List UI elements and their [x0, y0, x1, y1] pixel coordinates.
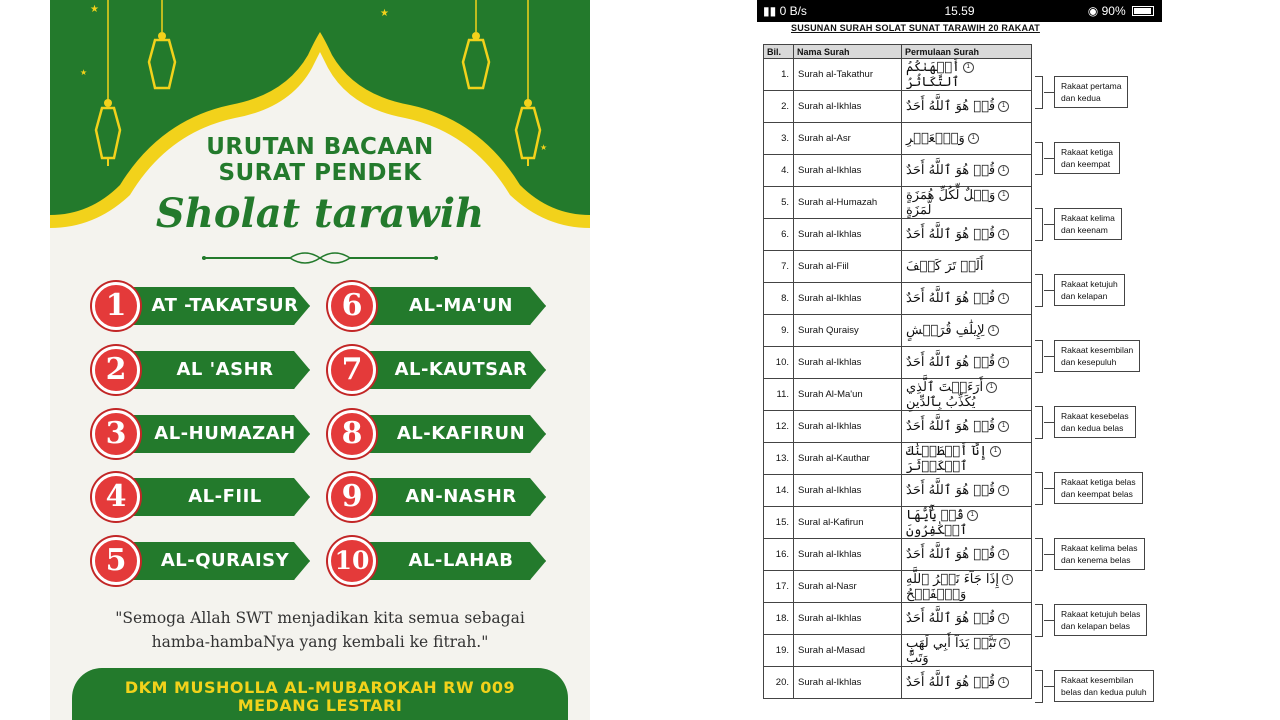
item-number: 3: [92, 410, 140, 458]
svg-text:★: ★: [380, 8, 389, 19]
rakaat-line2: dan kedua: [1061, 93, 1101, 103]
ayah-marker: 1: [990, 446, 1001, 457]
ayah-marker: 1: [998, 485, 1009, 496]
surah-opening: [902, 635, 1032, 667]
ayah-marker: 1: [998, 190, 1009, 201]
arabic-text: أَرَءَيۡتَ ٱلَّذِي يُكَذِّبُ بِٱلدِّينِ: [906, 379, 984, 410]
item-label: AL-MA'UN: [409, 295, 513, 316]
rakaat-line1: Rakaat ketujuh: [1061, 279, 1118, 289]
poster-script-title: Sholat tarawih: [155, 190, 485, 237]
row-number: 9.: [764, 315, 794, 347]
rakaat-label: [1054, 538, 1145, 570]
surah-name: Surah al-Ikhlas: [794, 539, 902, 571]
row-number: 12.: [764, 411, 794, 443]
ayah-marker: 1: [998, 229, 1009, 240]
ayah-marker: 1: [986, 382, 997, 393]
ornament-divider: [200, 248, 440, 268]
rakaat-label: [1054, 274, 1125, 306]
table-row: [764, 539, 1032, 571]
ayah-marker: 1: [968, 133, 979, 144]
row-number: 17.: [764, 571, 794, 603]
row-number: 10.: [764, 347, 794, 379]
surah-name: Surah al-Asr: [794, 123, 902, 155]
header-start: Permulaan Surah: [902, 45, 1032, 59]
rakaat-bracket: [1035, 538, 1043, 571]
surah-name: Surah al-Ikhlas: [794, 283, 902, 315]
surah-opening: [902, 603, 1032, 635]
rakaat-line2: dan keempat belas: [1061, 489, 1133, 499]
battery-status: ◉ 90%: [1088, 4, 1154, 18]
quote-line1: "Semoga Allah SWT menjadikan kita semua sebagai: [115, 609, 525, 627]
surah-name: Surah al-Ikhlas: [794, 603, 902, 635]
row-number: 20.: [764, 667, 794, 699]
table-row: [764, 379, 1032, 411]
table-row: [764, 507, 1032, 539]
arabic-text: لِإِيلَٰفِ قُرَيۡشٍ: [906, 323, 985, 338]
surah-name: Surah al-Masad: [794, 635, 902, 667]
surah-name: Surah Quraisy: [794, 315, 902, 347]
table-row: [764, 571, 1032, 603]
item-label: AL-FIIL: [188, 486, 262, 507]
arabic-text: قُلۡ يَٰٓأَيُّهَا ٱلۡكَٰفِرُونَ: [906, 507, 968, 538]
rakaat-bracket: [1035, 406, 1043, 439]
rakaat-label: [1054, 670, 1154, 702]
item-number: 5: [92, 537, 140, 585]
row-number: 19.: [764, 635, 794, 667]
status-bar: [757, 0, 1162, 22]
rakaat-bracket: [1035, 76, 1043, 109]
item-number: 8: [328, 410, 376, 458]
surah-opening: [902, 379, 1032, 411]
rakaat-connector: [1044, 92, 1054, 93]
arabic-text: إِنَّآ أَعۡطَيۡنَٰكَ ٱلۡكَوۡثَرَ: [906, 443, 988, 474]
surah-opening: [902, 507, 1032, 539]
table-row: [764, 635, 1032, 667]
surah-opening: [902, 443, 1032, 475]
surah-opening: [902, 667, 1032, 699]
surah-name: Surah Al-Ma'un: [794, 379, 902, 411]
item-number: 7: [328, 346, 376, 394]
row-number: 1.: [764, 59, 794, 91]
item-number: 6: [328, 282, 376, 330]
surah-name: Surah al-Ikhlas: [794, 91, 902, 123]
rakaat-line2: belas dan kedua puluh: [1061, 687, 1147, 697]
rakaat-line2: dan kedua belas: [1061, 423, 1124, 433]
rakaat-line2: dan keenam: [1061, 225, 1108, 235]
surah-opening: [902, 475, 1032, 507]
row-number: 7.: [764, 251, 794, 283]
item-number: 10: [328, 537, 376, 585]
svg-text:★: ★: [80, 68, 88, 77]
lantern-icon: [142, 0, 182, 100]
surah-name: Surah al-Ikhlas: [794, 667, 902, 699]
rakaat-line2: dan kesepuluh: [1061, 357, 1117, 367]
list-item: [92, 537, 317, 581]
row-number: 15.: [764, 507, 794, 539]
surah-name: Surah al-Fiil: [794, 251, 902, 283]
rakaat-line1: Rakaat kelima: [1061, 213, 1115, 223]
rakaat-connector: [1044, 554, 1054, 555]
table-row: [764, 315, 1032, 347]
phone-screenshot: [757, 0, 1162, 720]
row-number: 2.: [764, 91, 794, 123]
row-number: 8.: [764, 283, 794, 315]
surah-opening: [902, 91, 1032, 123]
arabic-text: قُلۡ هُوَ ٱللَّهُ أَحَدٌ: [906, 355, 996, 370]
rakaat-line1: Rakaat ketiga: [1061, 147, 1113, 157]
rakaat-label: [1054, 142, 1120, 174]
battery-icon: [1132, 6, 1154, 16]
item-number: 4: [92, 473, 140, 521]
surah-table: [763, 44, 1032, 699]
surah-name: Surah al-Ikhlas: [794, 155, 902, 187]
list-item: [328, 537, 553, 581]
list-item: [328, 410, 553, 454]
row-number: 13.: [764, 443, 794, 475]
rakaat-line1: Rakaat kelima belas: [1061, 543, 1138, 553]
arabic-text: قُلۡ هُوَ ٱللَّهُ أَحَدٌ: [906, 547, 996, 562]
ayah-marker: 1: [1002, 574, 1013, 585]
poster-title-line1: URUTAN BACAAN: [206, 134, 434, 160]
list-item: [92, 410, 317, 454]
surah-name: Surah al-Ikhlas: [794, 347, 902, 379]
surah-name: Surah al-Ikhlas: [794, 219, 902, 251]
item-label: AL-QURAISY: [160, 550, 290, 571]
rakaat-connector: [1044, 422, 1054, 423]
table-row: [764, 443, 1032, 475]
list-item: [328, 346, 553, 390]
surah-opening: [902, 539, 1032, 571]
rakaat-line2: dan kelapan belas: [1061, 621, 1131, 631]
status-time: 15.59: [944, 4, 975, 18]
poster-quote: [50, 606, 590, 654]
list-item: [92, 473, 317, 517]
tarawih-poster: [50, 0, 590, 720]
rakaat-label: [1054, 340, 1140, 372]
header-name: Nama Surah: [794, 45, 902, 59]
rakaat-connector: [1044, 356, 1054, 357]
rakaat-line1: Rakaat ketujuh belas: [1061, 609, 1141, 619]
wifi-icon: ◉: [1087, 4, 1099, 18]
arabic-text: أَلۡهَىٰكُمُ ٱلتَّكَاثُرُ: [906, 59, 960, 90]
rakaat-line1: Rakaat ketiga belas: [1061, 477, 1136, 487]
rakaat-bracket: [1035, 670, 1043, 703]
table-row: [764, 59, 1032, 91]
rakaat-line2: dan kelapan: [1061, 291, 1108, 301]
rakaat-bracket: [1035, 472, 1043, 505]
arabic-text: وَٱلۡعَصۡرِ: [906, 131, 965, 146]
ayah-marker: 1: [967, 510, 978, 521]
item-label: AL 'ASHR: [176, 359, 274, 380]
svg-text:★: ★: [540, 143, 548, 152]
surah-opening: [902, 571, 1032, 603]
ayah-marker: 1: [963, 62, 974, 73]
row-number: 6.: [764, 219, 794, 251]
ayah-marker: 1: [998, 357, 1009, 368]
table-row: [764, 667, 1032, 699]
footer-line1: DKM MUSHOLLA AL-MUBAROKAH RW 009: [124, 678, 516, 697]
arabic-text: قُلۡ هُوَ ٱللَّهُ أَحَدٌ: [906, 291, 996, 306]
arabic-text: قُلۡ هُوَ ٱللَّهُ أَحَدٌ: [906, 675, 996, 690]
rakaat-label: [1054, 406, 1136, 438]
svg-text:★: ★: [165, 133, 173, 142]
surah-opening: [902, 123, 1032, 155]
rakaat-bracket: [1035, 340, 1043, 373]
rakaat-connector: [1044, 686, 1054, 687]
ayah-marker: 1: [988, 325, 999, 336]
table-row: [764, 411, 1032, 443]
ayah-marker: 1: [998, 677, 1009, 688]
table-row: [764, 155, 1032, 187]
surah-opening: [902, 411, 1032, 443]
item-label: AL-KAUTSAR: [394, 359, 528, 380]
arabic-text: قُلۡ هُوَ ٱللَّهُ أَحَدٌ: [906, 163, 996, 178]
rakaat-line2: dan keempat: [1061, 159, 1111, 169]
item-number: 9: [328, 473, 376, 521]
ayah-marker: 1: [998, 549, 1009, 560]
footer-line2: MEDANG LESTARI: [237, 696, 403, 715]
table-row: [764, 283, 1032, 315]
item-label: AL-LAHAB: [408, 550, 514, 571]
surah-opening: [902, 187, 1032, 219]
arabic-text: وَيۡلٌ لِّكُلِّ هُمَزَةٍ لُّمَزَةٍ: [906, 187, 996, 218]
arabic-text: أَلَمۡ تَرَ كَيۡفَ: [906, 259, 984, 274]
surah-opening: [902, 251, 1032, 283]
rakaat-bracket: [1035, 604, 1043, 637]
arabic-text: إِذَا جَآءَ نَصۡرُ ٱللَّهِ وَٱلۡفَتۡحُ: [906, 571, 999, 602]
table-row: [764, 475, 1032, 507]
document-title: SUSUNAN SURAH SOLAT SUNAT TARAWIH 20 RAKAAT: [791, 23, 1040, 33]
list-item: [328, 473, 553, 517]
rakaat-line1: Rakaat kesembilan: [1061, 345, 1134, 355]
list-item: [92, 346, 317, 390]
rakaat-line1: Rakaat pertama: [1061, 81, 1122, 91]
rakaat-connector: [1044, 488, 1054, 489]
ayah-marker: 1: [998, 293, 1009, 304]
table-row: [764, 91, 1032, 123]
row-number: 16.: [764, 539, 794, 571]
list-item: [328, 282, 553, 326]
row-number: 18.: [764, 603, 794, 635]
item-label: AL-HUMAZAH: [154, 423, 296, 444]
rakaat-label: [1054, 604, 1147, 636]
table-row: [764, 187, 1032, 219]
list-item: [92, 282, 317, 326]
svg-text:★: ★: [90, 4, 99, 15]
arabic-text: قُلۡ هُوَ ٱللَّهُ أَحَدٌ: [906, 483, 996, 498]
surah-name: Surah al-Nasr: [794, 571, 902, 603]
table-row: [764, 347, 1032, 379]
table-row: [764, 219, 1032, 251]
signal-icon: ▮▮: [763, 4, 777, 18]
poster-title-line2: SURAT PENDEK: [218, 160, 422, 186]
surah-name: Surah al-Ikhlas: [794, 411, 902, 443]
row-number: 3.: [764, 123, 794, 155]
surah-opening: [902, 155, 1032, 187]
rakaat-line1: Rakaat kesembilan: [1061, 675, 1134, 685]
surah-name: Surah al-Humazah: [794, 187, 902, 219]
row-number: 4.: [764, 155, 794, 187]
rakaat-connector: [1044, 290, 1054, 291]
item-label: AN-NASHR: [405, 486, 517, 507]
surah-name: Surah al-Kauthar: [794, 443, 902, 475]
ayah-marker: 1: [998, 613, 1009, 624]
item-label: AT -TAKATSUR: [151, 295, 299, 316]
rakaat-bracket: [1035, 274, 1043, 307]
surah-opening: [902, 315, 1032, 347]
surah-opening: [902, 347, 1032, 379]
arabic-text: تَبَّتۡ يَدَآ أَبِي لَهَبٍ وَتَبَّ: [906, 635, 997, 666]
rakaat-bracket: [1035, 208, 1043, 241]
ayah-marker: 1: [998, 165, 1009, 176]
item-label: AL-KAFIRUN: [396, 423, 526, 444]
rakaat-label: [1054, 76, 1128, 108]
lantern-icon: [456, 0, 496, 100]
rakaat-connector: [1044, 158, 1054, 159]
row-number: 5.: [764, 187, 794, 219]
item-number: 1: [92, 282, 140, 330]
row-number: 11.: [764, 379, 794, 411]
ayah-marker: 1: [998, 421, 1009, 432]
surah-opening: [902, 219, 1032, 251]
arabic-text: قُلۡ هُوَ ٱللَّهُ أَحَدٌ: [906, 419, 996, 434]
surah-name: Surah al-Takathur: [794, 59, 902, 91]
quote-line2: hamba-hambaNya yang kembali ke fitrah.": [151, 633, 489, 651]
ayah-marker: 1: [998, 101, 1009, 112]
item-number: 2: [92, 346, 140, 394]
ayah-marker: 1: [999, 638, 1010, 649]
rakaat-connector: [1044, 620, 1054, 621]
rakaat-line2: dan kenema belas: [1061, 555, 1131, 565]
surah-opening: [902, 59, 1032, 91]
rakaat-label: [1054, 472, 1143, 504]
rakaat-bracket: [1035, 142, 1043, 175]
surah-name: Surah al-Ikhlas: [794, 475, 902, 507]
arabic-text: قُلۡ هُوَ ٱللَّهُ أَحَدٌ: [906, 99, 996, 114]
table-row: [764, 251, 1032, 283]
rakaat-connector: [1044, 224, 1054, 225]
table-row: [764, 123, 1032, 155]
arabic-text: قُلۡ هُوَ ٱللَّهُ أَحَدٌ: [906, 227, 996, 242]
surah-name: Sural al-Kafirun: [794, 507, 902, 539]
rakaat-label: [1054, 208, 1122, 240]
rakaat-line1: Rakaat kesebelas: [1061, 411, 1129, 421]
network-speed: ▮▮ 0 B/s: [763, 4, 807, 18]
surah-opening: [902, 283, 1032, 315]
arabic-text: قُلۡ هُوَ ٱللَّهُ أَحَدٌ: [906, 611, 996, 626]
table-row: [764, 603, 1032, 635]
header-no: Bil.: [764, 45, 794, 59]
table-header: [764, 45, 1032, 59]
row-number: 14.: [764, 475, 794, 507]
